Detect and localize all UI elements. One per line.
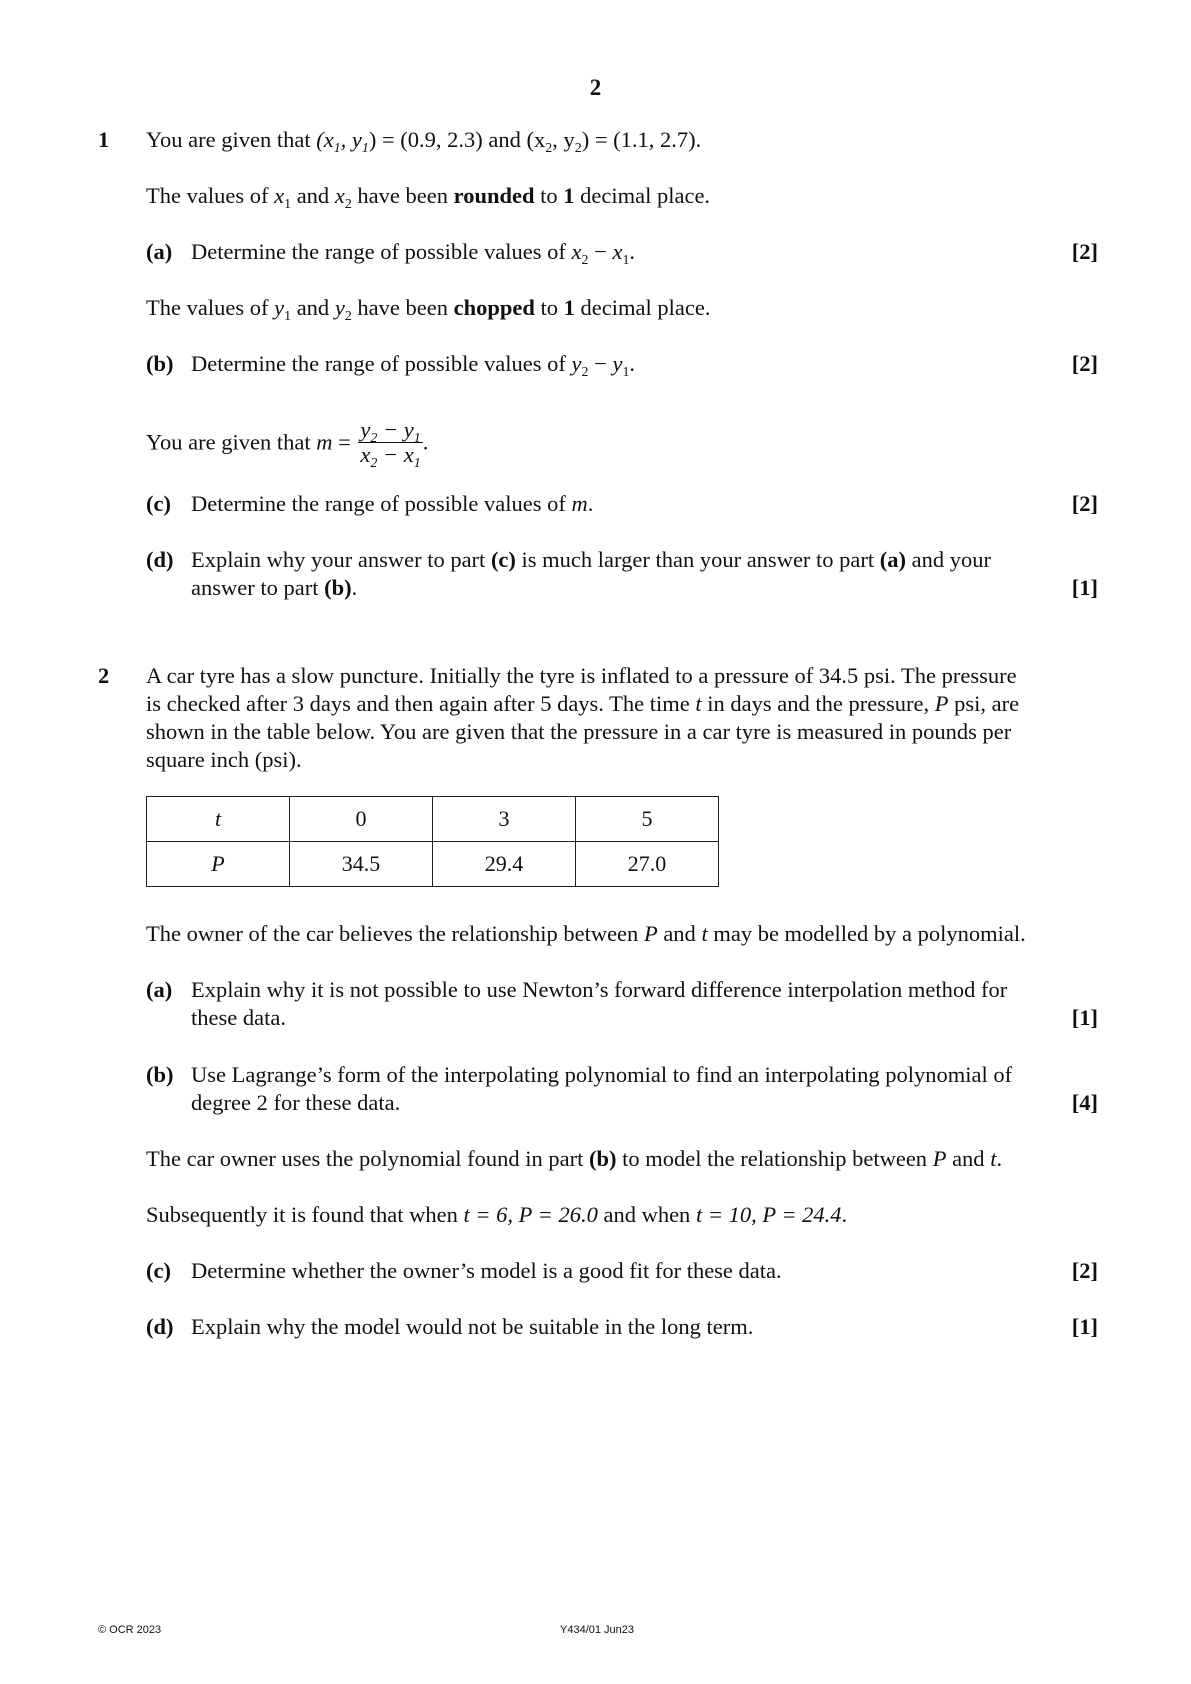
q2c-mark: [2] [1071,1258,1098,1283]
q1d-label: (d) [146,547,174,572]
q2-owner-statement: The owner of the car believes the relationship between P and t may be modelled by a polynomial. [146,921,1026,946]
question-1-number: 1 [98,127,110,152]
q1d-text-line1: Explain why your answer to part (c) is much larger than your answer to part (a) and your [191,547,992,572]
table-cell: 0 [290,797,433,842]
q2d-text: Explain why the model would not be suitable in the long term. [191,1314,754,1339]
q2-subsequent-statement: Subsequently it is found that when t = 6, P = 26.0 and when t = 10, P = 24.4. [146,1202,848,1227]
q1b-mark: [2] [1071,351,1098,376]
q2-intro-line3: shown in the table below. You are given that the pressure in a car tyre is measured in pounds per [146,719,1012,744]
q1c-label: (c) [146,491,171,516]
q1d-mark: [1] [1071,575,1098,600]
q2c-label: (c) [146,1258,171,1283]
q1-intro: You are given that ($x_1$, $y_1) = (0.9$, 2.3) and ($x_2$, $y_2) = (1.1$, 2.7). [146,127,702,156]
q1b-text: Determine the range of possible values of $y_2 - y_1$. [191,351,636,380]
q2c-text: Determine whether the owner’s model is a good fit for these data. [191,1258,782,1283]
q2d-label: (d) [146,1314,174,1339]
q2b-mark: [4] [1071,1090,1098,1115]
q1d-text-line2: answer to part (b). [191,575,358,600]
footer-paper-code: Y434/01 Jun23 [560,1624,635,1636]
q2b-text-line2: degree 2 for these data. [191,1090,401,1115]
table-cell: t [147,797,290,842]
q1a-text: Determine the range of possible values of $x_2 - x_1$. [191,239,636,268]
q2-uses-statement: The car owner uses the polynomial found in part (b) to model the relationship between P and t. [146,1146,1003,1171]
q2a-text-line1: Explain why it is not possible to use Newton’s forward difference interpolation method for [191,977,1008,1002]
q1-chopped-statement: The values of $y_1$ and $y_2$ have been chopped to 1 decimal place. [146,295,711,324]
q2a-label: (a) [146,977,173,1002]
q2a-mark: [1] [1071,1005,1098,1030]
q1a-label: (a) [146,239,173,264]
table-cell: P [147,842,290,887]
table-cell: 3 [433,797,576,842]
page-number: 2 [589,75,602,100]
q2-intro-line2: is checked after 3 days and then again after 5 days. The time t in days and the pressure, P psi, are [146,691,1020,716]
m-fraction: $\frac{y_2 - y_1}{x_2 - x_1}$ [360,417,421,471]
q1c-mark: [2] [1071,491,1098,516]
q2b-text-line1: Use Lagrange’s form of the interpolating polynomial to find an interpolating polynomial of [191,1062,1013,1087]
footer-copyright: © OCR 2023 [98,1624,162,1636]
table-row [147,842,719,887]
question-2-number: 2 [98,663,110,688]
table-row [147,797,719,842]
q1-rounded-statement: The values of $x_1$ and $x_2$ have been rounded to 1 decimal place. [146,183,711,212]
q2-intro-line4: square inch (psi). [146,747,302,772]
q2d-mark: [1] [1071,1314,1098,1339]
q2-intro-line1: A car tyre has a slow puncture. Initially the tyre is inflated to a pressure of 34.5 psi. The pressure [146,663,1017,688]
pressure-table [146,796,719,887]
q2a-text-line2: these data. [191,1005,286,1030]
q1-m-definition: You are given that m = $\frac{y_2 - y_1}{x_2 - x_1}$ . [146,417,429,471]
table-cell: 34.5 [290,842,433,887]
q1c-text: Determine the range of possible values of m. [191,491,594,516]
table-cell: 5 [576,797,719,842]
table-cell: 29.4 [433,842,576,887]
q2b-label: (b) [146,1062,174,1087]
q1a-mark: [2] [1071,239,1098,264]
q1b-label: (b) [146,351,174,376]
table-cell: 27.0 [576,842,719,887]
